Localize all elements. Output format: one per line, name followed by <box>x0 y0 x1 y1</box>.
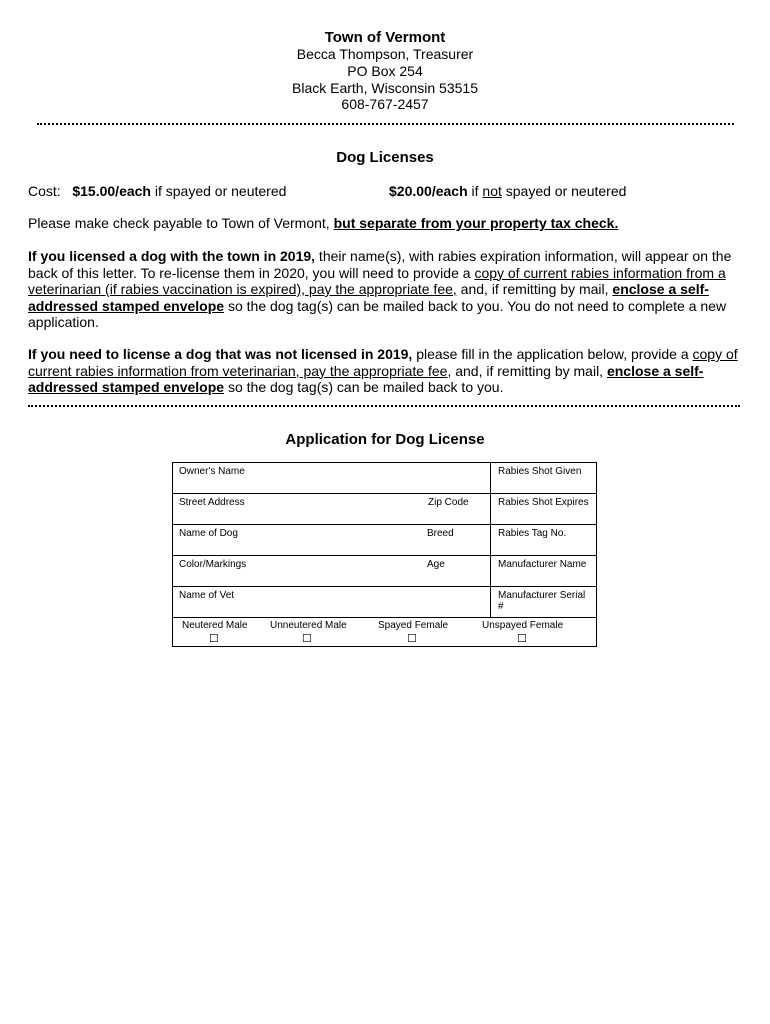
rabies-shot-given-field[interactable]: Rabies Shot Given <box>498 466 582 477</box>
unneutered-male-label: Unneutered Male <box>270 620 347 631</box>
form-row-color <box>173 556 596 587</box>
p1-underline: copy of current rabies information from a veterinarian (if rabies vaccination is expired), pay the appropriate fee, <box>28 264 726 297</box>
rabies-shot-expires-field[interactable]: Rabies Shot Expires <box>498 497 589 508</box>
unspayed-female-checkbox[interactable]: ☐ <box>517 633 527 645</box>
p2-underline: copy of current rabies information from veterinarian, pay the appropriate fee, <box>28 346 738 379</box>
town-title: Town of Vermont <box>324 29 446 46</box>
cost-spayed <box>28 183 286 199</box>
manufacturer-name-field[interactable]: Manufacturer Name <box>498 559 587 570</box>
form-row-dog <box>173 525 596 556</box>
breed-field[interactable]: Breed <box>427 528 454 539</box>
cost-label: Cost: <box>28 183 61 199</box>
check-bold: but separate from your property tax check. <box>333 215 619 231</box>
form-row-sex <box>173 618 596 646</box>
cost-unspayed <box>389 183 626 199</box>
unneutered-male-checkbox[interactable]: ☐ <box>302 633 312 645</box>
divider-bottom <box>28 405 740 407</box>
p2-envelope: enclose a self-addressed stamped envelope <box>28 362 704 395</box>
city-line: Black Earth, Wisconsin 53515 <box>292 80 478 96</box>
p1-text1: their name(s), with rabies expiration information, will appear on the back of this letter. To re-license them in 2020, you will need to provide a <box>28 248 732 281</box>
form-row-owner <box>173 463 596 494</box>
manufacturer-serial-hash: # <box>498 601 504 612</box>
check-instructions <box>28 215 618 231</box>
phone: 608-767-2457 <box>341 96 429 112</box>
age-field[interactable]: Age <box>427 559 445 570</box>
neutered-male-label: Neutered Male <box>182 620 248 631</box>
name-of-vet-field[interactable]: Name of Vet <box>179 590 235 601</box>
name-of-dog-field[interactable]: Name of Dog <box>179 528 238 539</box>
form-row-address <box>173 494 596 525</box>
street-address-field[interactable]: Street Address <box>179 497 245 508</box>
p2-text3: so the dog tag(s) can be mailed back to you. <box>224 379 504 395</box>
color-markings-field[interactable]: Color/Markings <box>179 559 247 570</box>
price-unspayed-not: not <box>482 183 502 199</box>
spayed-female-checkbox[interactable]: ☐ <box>407 633 417 645</box>
application-title: Application for Dog License <box>285 431 485 448</box>
divider-top <box>37 123 734 125</box>
owners-name-field[interactable]: Owner's Name <box>179 466 245 477</box>
licenses-title: Dog Licenses <box>336 149 434 166</box>
price-spayed: $15.00/each <box>72 183 151 199</box>
paragraph-relicense <box>28 248 740 331</box>
form-row-vet <box>173 587 596 618</box>
p1-bold: If you licensed a dog with the town in 2019, <box>28 248 316 264</box>
paragraph-new-license <box>28 346 740 396</box>
p2-text1: please fill in the application below, provide a <box>412 346 693 362</box>
zip-code-field[interactable]: Zip Code <box>428 497 469 508</box>
application-form <box>172 462 597 647</box>
rabies-tag-no-field[interactable]: Rabies Tag No. <box>498 528 567 539</box>
po-box: PO Box 254 <box>347 63 423 79</box>
manufacturer-serial-field[interactable]: Manufacturer Serial <box>498 590 586 601</box>
p1-text3: so the dog tag(s) can be mailed back to you. You do not need to complete a new application. <box>28 297 727 330</box>
spayed-female-label: Spayed Female <box>378 620 449 631</box>
treasurer-name: Becca Thompson, Treasurer <box>296 46 474 62</box>
price-unspayed: $20.00/each <box>389 183 468 199</box>
price-unspayed-text: spayed or neutered <box>501 183 627 199</box>
p1-envelope: enclose a self-addressed stamped envelope <box>28 281 709 314</box>
price-unspayed-if: if <box>467 183 483 199</box>
check-text: Please make check payable to Town of Vermont, <box>28 215 334 231</box>
neutered-male-checkbox[interactable]: ☐ <box>209 633 219 645</box>
p2-text2: and, if remitting by mail, <box>451 362 607 379</box>
p1-text2: and, if remitting by mail, <box>456 281 613 297</box>
p2-bold: If you need to license a dog that was not licensed in 2019, <box>28 346 413 362</box>
price-spayed-text: if spayed or neutered <box>150 183 287 199</box>
unspayed-female-label: Unspayed Female <box>482 620 564 631</box>
